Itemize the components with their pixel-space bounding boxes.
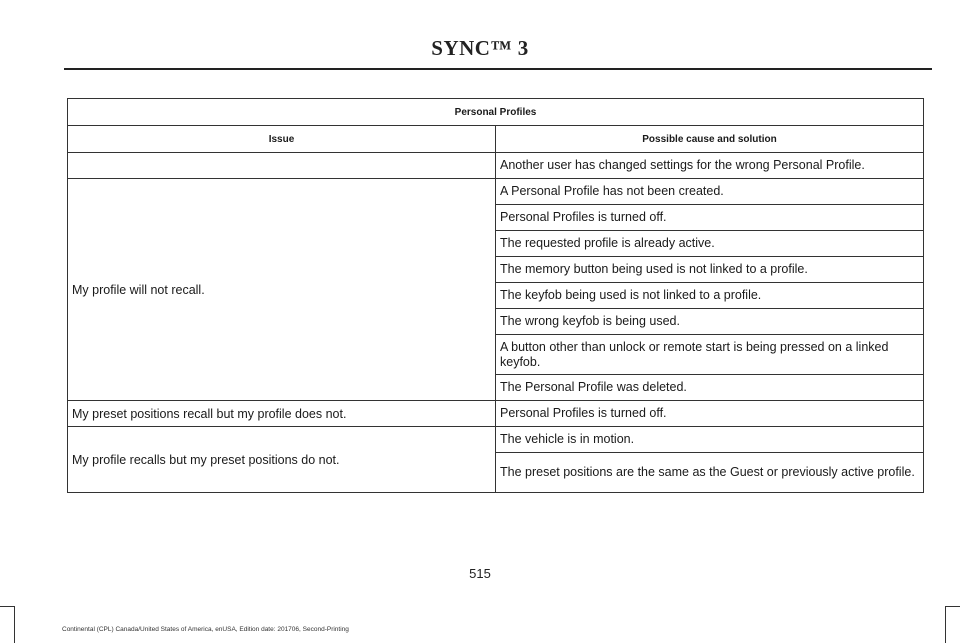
table-row: [68, 401, 924, 427]
header-divider: [64, 68, 932, 70]
cause-cell: The keyfob being used is not linked to a profile.: [496, 283, 924, 309]
issue-cell: [68, 153, 496, 179]
cause-cell: The wrong keyfob is being used.: [496, 309, 924, 335]
crop-mark-right-vertical: [945, 606, 946, 643]
cause-cell: Personal Profiles is turned off.: [496, 401, 924, 427]
table-row: [68, 153, 924, 179]
cause-cell: The vehicle is in motion.: [496, 427, 924, 453]
column-header-cause: Possible cause and solution: [496, 126, 924, 153]
cause-cell: A Personal Profile has not been created.: [496, 179, 924, 205]
issue-cell: My profile will not recall.: [68, 179, 496, 401]
table-row: [68, 179, 924, 205]
cause-cell: Another user has changed settings for the wrong Personal Profile.: [496, 153, 924, 179]
crop-mark-left-vertical: [14, 606, 15, 643]
table-row: [68, 427, 924, 453]
page-number: 515: [469, 566, 491, 581]
edition-footer: Continental (CPL) Canada/United States of America, enUSA, Edition date: 201706, Second-Printing: [62, 626, 349, 633]
crop-mark-left-horizontal: [0, 606, 15, 607]
table-caption: Personal Profiles: [68, 99, 924, 126]
crop-mark-right-horizontal: [945, 606, 960, 607]
issue-cell: My preset positions recall but my profile does not.: [68, 401, 496, 427]
cause-cell: The memory button being used is not linked to a profile.: [496, 257, 924, 283]
cause-cell: The requested profile is already active.: [496, 231, 924, 257]
issue-cell: My profile recalls but my preset positions do not.: [68, 427, 496, 493]
cause-cell: A button other than unlock or remote start is being pressed on a linked keyfob.: [496, 335, 924, 375]
cause-cell: The Personal Profile was deleted.: [496, 375, 924, 401]
personal-profiles-table: [67, 98, 924, 493]
column-header-issue: Issue: [68, 126, 496, 153]
page-header-title: SYNC™ 3: [431, 36, 529, 60]
cause-cell: The preset positions are the same as the Guest or previously active profile.: [496, 453, 924, 493]
cause-cell: Personal Profiles is turned off.: [496, 205, 924, 231]
